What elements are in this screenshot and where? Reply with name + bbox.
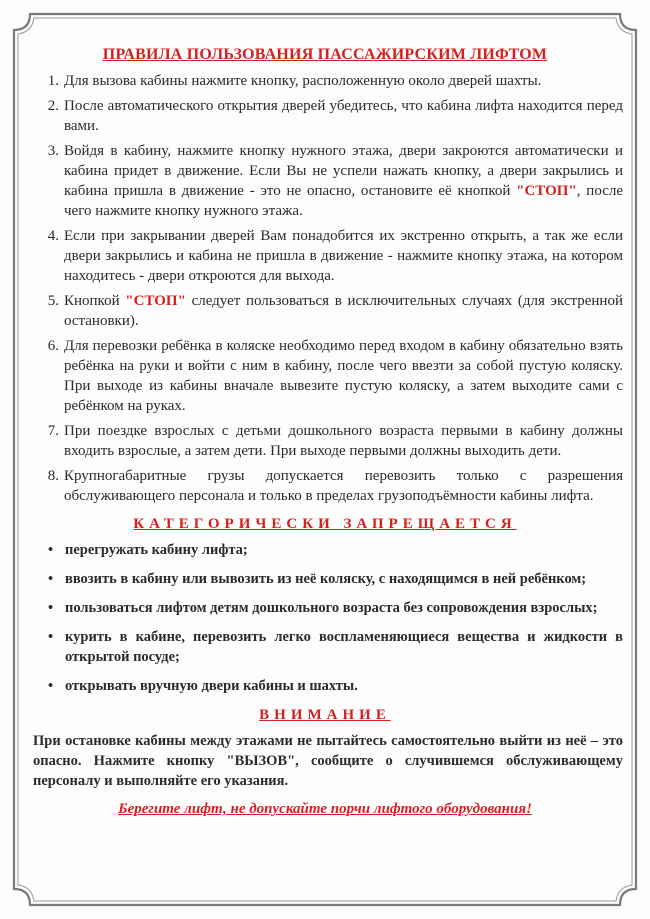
stop-highlight: "СТОП" [125,293,186,309]
attention-text: При остановке кабины между этажами не пытайтесь самостоятельно выйти из неё – это опасно. Нажмите кнопку "ВЫЗОВ", сообщите о случившемся обслуживающему персоналу и выполняйте его указания. [33,733,623,789]
page-title: ПРАВИЛА ПОЛЬЗОВАНИЯ ПАССАЖИРСКИМ ЛИФТОМ [102,46,548,63]
stop-highlight: "СТОП" [516,183,577,199]
rule-item: 5. Кнопкой "СТОП" следует пользоваться в исключительных случаях (для экстренной остановки). [47,293,623,329]
rule-item: 6. Для перевозки ребёнка в коляске необходимо перед входом в кабину обязательно взять ребёнка на руки и войти с ним в кабину, после чего ввезти за собой пустую коляску. При выходе из кабины вначале вывезите пустую коляску, а затем выходите сами с ребёнком на руках. [47,338,623,414]
forbidden-item: • курить в кабине, перевозить легко воспламеняющиеся вещества и жидкости в открытой посуде; [27,627,623,667]
forbidden-item: • открывать вручную двери кабины и шахты. [27,676,623,696]
rule-item: 2. После автоматического открытия дверей убедитесь, что кабина лифта находится перед вами. [47,98,623,134]
forbidden-heading: КАТЕГОРИЧЕСКИ ЗАПРЕЩАЕТСЯ [133,516,517,532]
bullet-icon: • [48,600,54,616]
bullet-icon: • [48,678,54,694]
rule-item: 8. Крупногабаритные грузы допускается перевозить только с разрешения обслуживающего персонала и только в пределах грузоподъёмности кабины лифта. [47,468,623,504]
rules-list [27,71,623,506]
forbidden-item: • ввозить в кабину или вывозить из неё коляску, с находящимся в ней ребёнком; [27,569,623,589]
footer-note: Берегите лифт, не допускайте порчи лифтого оборудования! [118,801,532,817]
rule-item: 7. При поездке взрослых с детьми дошкольного возраста первыми в кабину должны входить взрослые, а затем дети. При выходе первыми должны выходить дети. [47,423,623,459]
bullet-icon: • [48,629,54,645]
forbidden-list [27,540,623,696]
attention-heading: ВНИМАНИЕ [259,707,391,723]
rule-item: 4. Если при закрывании дверей Вам понадобится их экстренно открыть, а так же если двери закрылись и кабина не пришла в движение - нажмите кнопку этажа, на котором находитесь - двери откроются для выхода. [47,228,623,284]
forbidden-item: • перегружать кабину лифта; [27,540,623,560]
rule-item: 3. Войдя в кабину, нажмите кнопку нужного этажа, двери закроются автоматически и кабина придет в движение. Если Вы не успели нажать кнопку, а двери закрылись и кабина пришла в движение - это не опасно, остановите её кнопкой "СТОП", после чего нажмите кнопку нужного этажа. [47,143,623,219]
rule-item: 1. Для вызова кабины нажмите кнопку, расположенную около дверей шахты. [47,73,542,89]
bullet-icon: • [48,542,54,558]
forbidden-item: • пользоваться лифтом детям дошкольного возраста без сопровождения взрослых; [27,598,623,618]
bullet-icon: • [48,571,54,587]
poster-content [27,40,623,819]
